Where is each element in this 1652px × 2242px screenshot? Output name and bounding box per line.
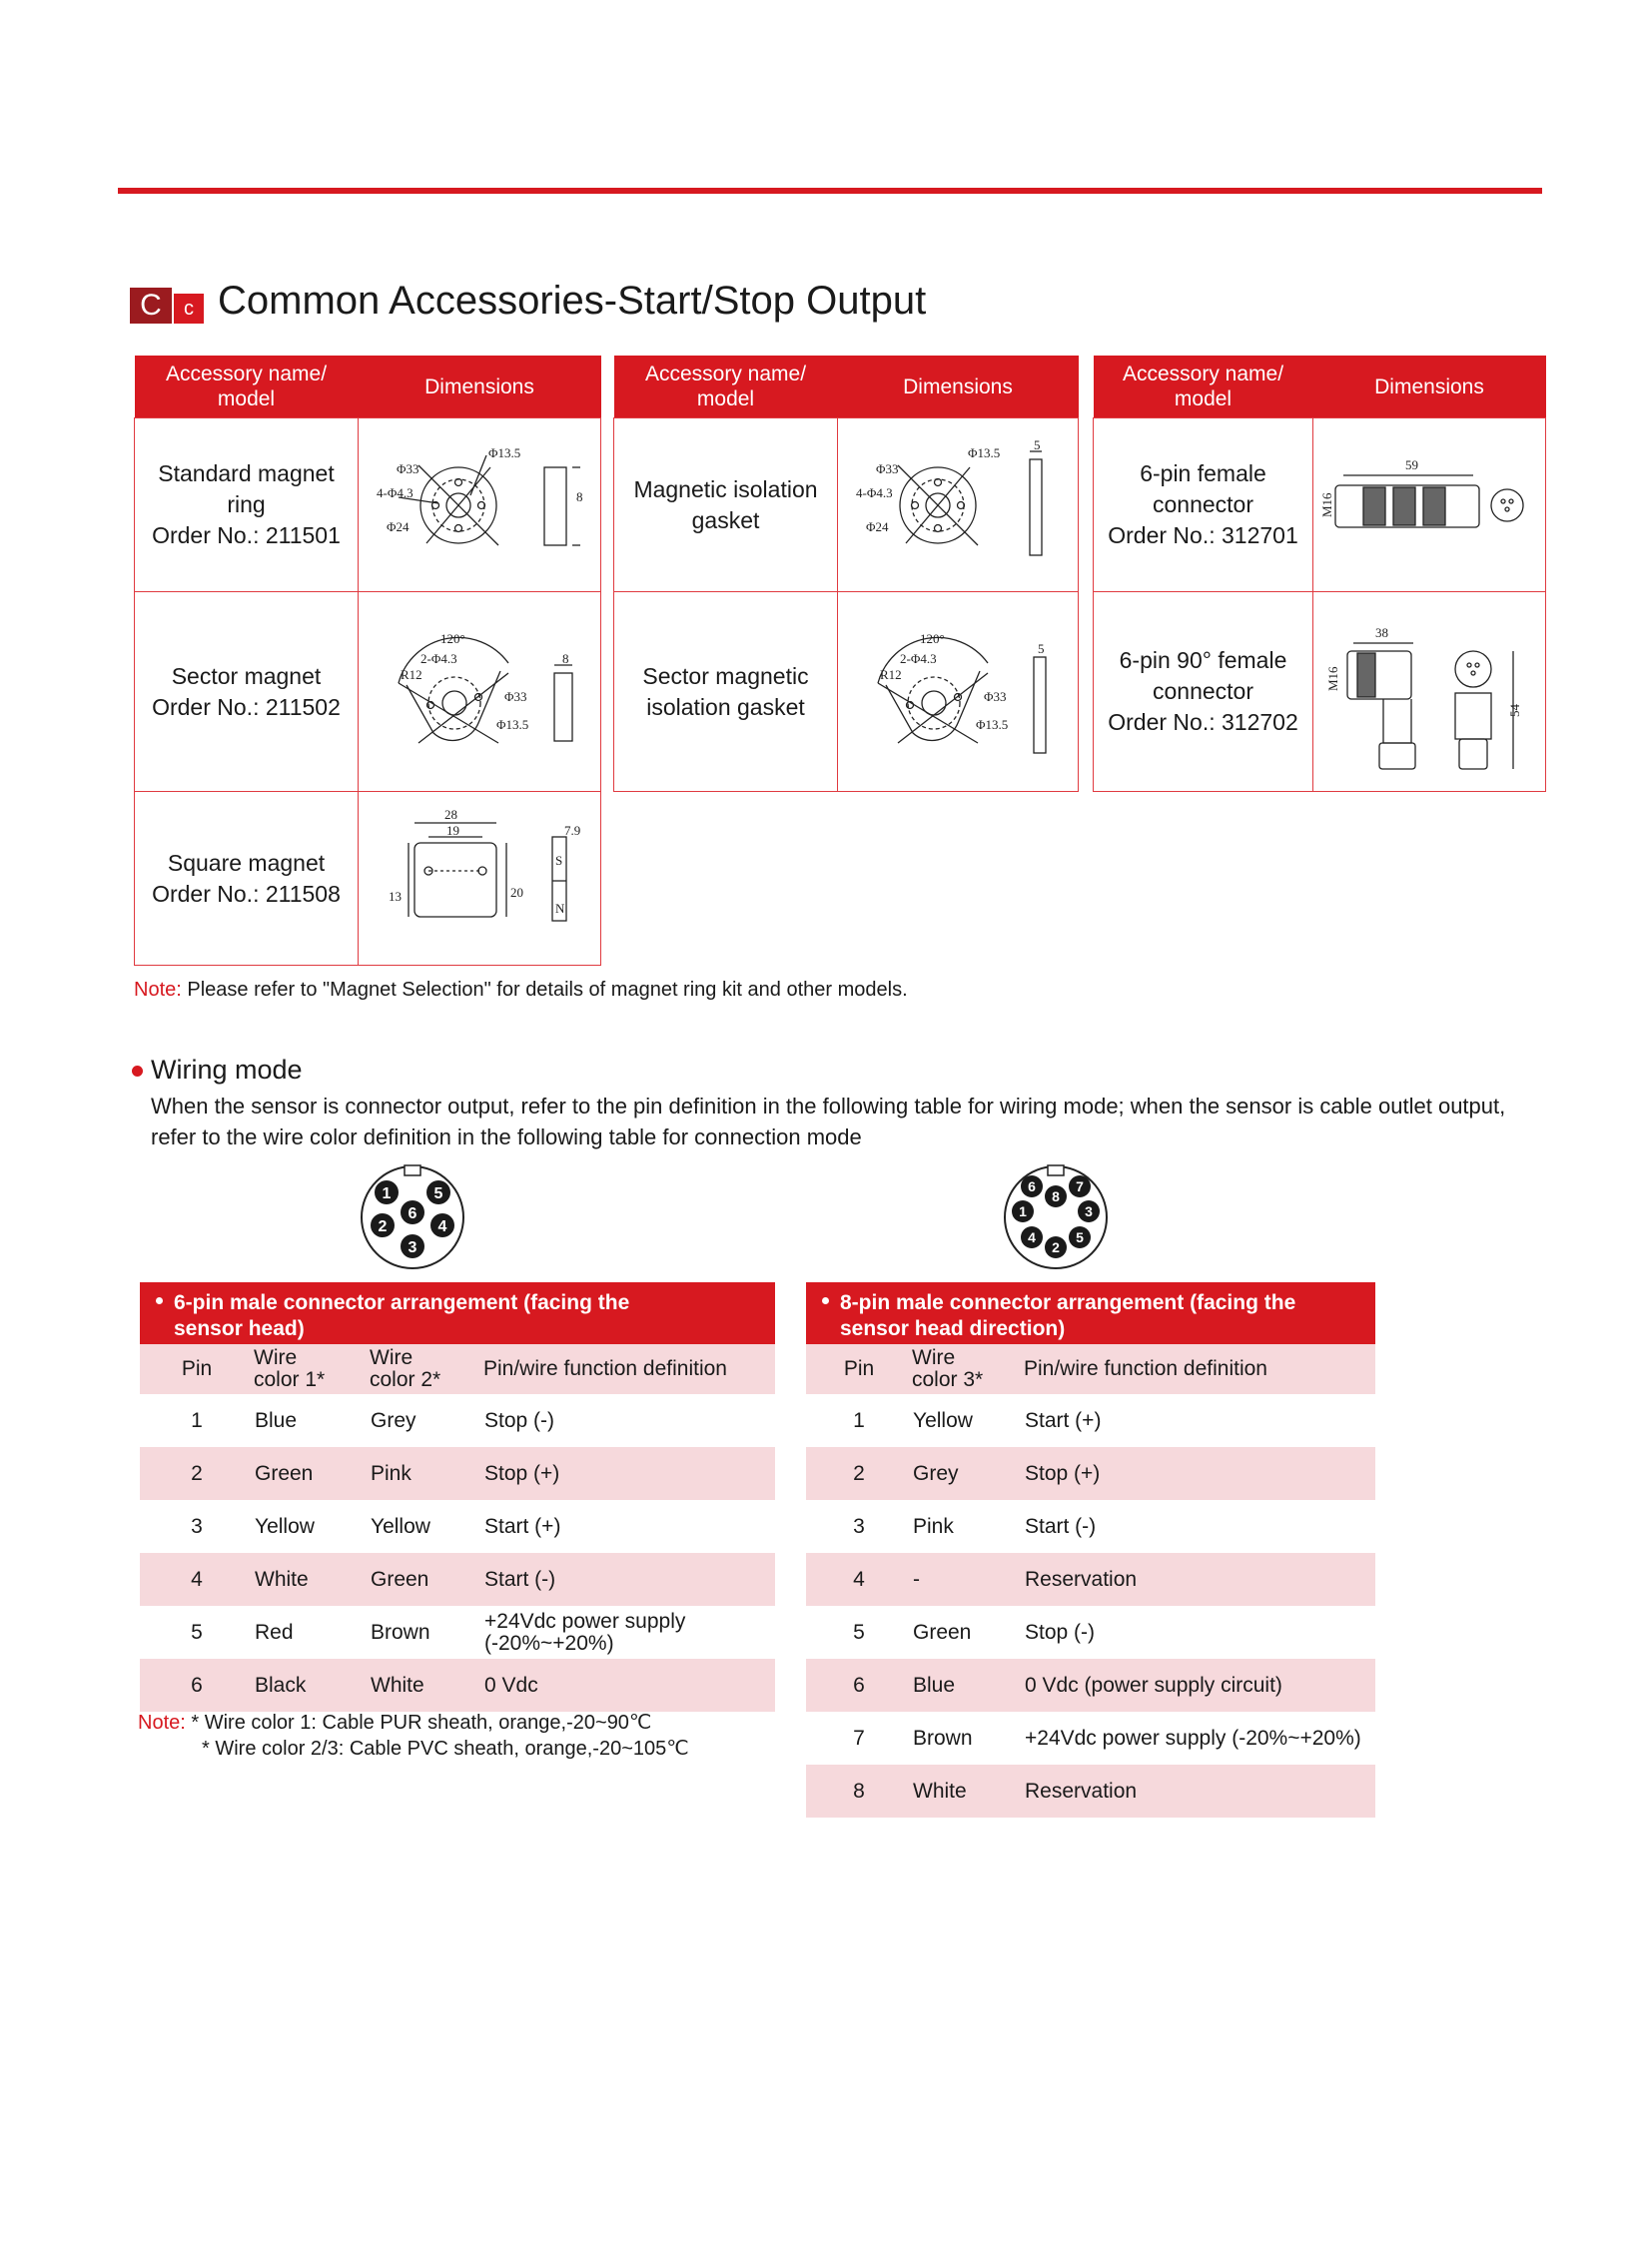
dimension-drawing [838, 418, 1079, 592]
color-cell: Grey [371, 1408, 416, 1432]
table-caption: 6-pin male connector arrangement (facing the sensor head) [140, 1282, 775, 1344]
col-header-wire-color-3: Wire color 3* [912, 1344, 1024, 1394]
color-cell: - [912, 1553, 1024, 1606]
header-name: Accessory name/ model [614, 356, 838, 418]
pin-number: 4 [1028, 1229, 1036, 1245]
pin-number: 6 [408, 1205, 417, 1222]
table-row [806, 1394, 1375, 1447]
color-cell: White [254, 1553, 370, 1606]
dim-label: 28 [444, 806, 457, 822]
connector-straight-drawing [1313, 419, 1545, 591]
color-cell: Yellow [913, 1408, 973, 1432]
col-header-definition: Pin/wire function definition [1024, 1344, 1375, 1394]
dim-label: 5 [1038, 640, 1045, 656]
pin-number: 5 [433, 1185, 443, 1202]
color-cell: Grey [912, 1447, 1024, 1500]
accessory-table-3 [1093, 356, 1546, 792]
definition-cell: Stop (-) [1025, 1620, 1096, 1644]
pin-number: 3 [408, 1239, 417, 1256]
pin-number: 1 [382, 1185, 392, 1202]
dim-label: Φ33 [876, 460, 899, 476]
sector-drawing [359, 593, 599, 791]
bullet-icon [132, 1066, 143, 1077]
dim-label: 54 [1507, 703, 1522, 717]
dim-label: Φ13.5 [488, 444, 521, 460]
color-cell: Blue [255, 1408, 298, 1432]
pin-number: 1 [1019, 1203, 1027, 1219]
eight-pin-connector-face [1003, 1164, 1109, 1270]
wiring-heading: Wiring mode [132, 1055, 303, 1086]
definition-cell: 0 Vdc [483, 1659, 775, 1712]
table-row [614, 418, 1079, 592]
pin-cell: 1 [191, 1408, 203, 1432]
table-row [614, 592, 1079, 792]
accessory-name: Magnetic isolation gasket [614, 418, 838, 592]
dim-label: Φ13.5 [496, 716, 529, 732]
table-row [140, 1659, 775, 1712]
dim-label: 19 [446, 822, 459, 838]
dim-label: 120° [920, 630, 945, 646]
dim-label: 5 [1034, 436, 1041, 452]
pin-number: 2 [1052, 1239, 1060, 1255]
pin-cell: 3 [853, 1514, 865, 1538]
table-row [806, 1500, 1375, 1553]
bullet-icon [822, 1297, 829, 1304]
table-row [1094, 418, 1546, 592]
definition-cell: +24Vdc power supply (-20%~+20%) [484, 1609, 686, 1655]
dim-label: Φ33 [984, 688, 1007, 704]
definition-cell: Start (+) [484, 1514, 561, 1538]
color-cell: Pink [913, 1514, 954, 1538]
accessory-name: Sector magnetic isolation gasket [614, 592, 838, 792]
dim-label: 8 [562, 650, 569, 666]
color-cell: Blue [912, 1659, 1024, 1712]
color-cell: Brown [371, 1620, 430, 1644]
color-cell: White [370, 1659, 483, 1712]
table-row [806, 1553, 1375, 1606]
definition-cell: 0 Vdc (power supply circuit) [1024, 1659, 1375, 1712]
pin-cell: 6 [806, 1659, 912, 1712]
dim-label: M16 [1325, 665, 1340, 691]
note-wire-color: Note: * Wire color 1: Cable PUR sheath, orange,-20~90℃ * Wire color 2/3: Cable PVC sheath, orange,-20~105℃ [138, 1712, 689, 1760]
dimension-drawing [1313, 592, 1546, 792]
dim-label: Φ13.5 [968, 444, 1001, 460]
col-header-pin: Pin [806, 1344, 912, 1394]
definition-cell: Stop (-) [484, 1408, 555, 1432]
color-cell: Yellow [255, 1514, 315, 1538]
dimension-drawing [359, 792, 601, 966]
color-cell: Pink [370, 1447, 483, 1500]
table-row [140, 1394, 775, 1447]
section-logo [130, 288, 204, 324]
color-cell: Brown [913, 1726, 973, 1750]
dim-label: Φ13.5 [976, 716, 1009, 732]
pin-number: 3 [1085, 1203, 1093, 1219]
pin-number: 4 [437, 1218, 447, 1235]
definition-cell: Reservation [1024, 1765, 1375, 1818]
dim-label: 4-Φ4.3 [377, 484, 413, 500]
pin-cell: 2 [140, 1447, 254, 1500]
dim-label: N [555, 900, 565, 916]
table-row [806, 1712, 1375, 1765]
definition-cell: Start (-) [1025, 1514, 1097, 1538]
pin-number: 2 [378, 1218, 388, 1235]
col-header-wire-color-1: Wire color 1* [254, 1344, 370, 1394]
table-row [135, 592, 601, 792]
dimension-drawing [838, 592, 1079, 792]
connector-angle-drawing [1313, 593, 1545, 791]
dim-label: R12 [880, 666, 902, 682]
header-name: Accessory name/ model [1094, 356, 1313, 418]
table-row [140, 1447, 775, 1500]
dim-label: 20 [510, 884, 523, 900]
header-dimensions: Dimensions [359, 356, 601, 418]
table-row [806, 1659, 1375, 1712]
dim-label: Φ24 [866, 518, 889, 534]
pin-number: 8 [1052, 1188, 1060, 1204]
dim-label: Φ33 [504, 688, 527, 704]
definition-cell: Reservation [1024, 1553, 1375, 1606]
color-cell: Yellow [371, 1514, 430, 1538]
pin-cell: 6 [140, 1659, 254, 1712]
dimension-drawing [1313, 418, 1546, 592]
header-dimensions: Dimensions [1313, 356, 1546, 418]
table-row [135, 792, 601, 966]
table-row [135, 418, 601, 592]
pin-cell: 3 [191, 1514, 203, 1538]
bullet-icon [156, 1297, 163, 1304]
header-dimensions: Dimensions [838, 356, 1079, 418]
dimension-drawing [359, 592, 601, 792]
pin-cell: 4 [140, 1553, 254, 1606]
dim-label: S [555, 852, 563, 868]
table-row [806, 1447, 1375, 1500]
dimension-drawing [359, 418, 601, 592]
col-header-pin: Pin [140, 1344, 254, 1394]
definition-cell: Stop (+) [1024, 1447, 1375, 1500]
accessory-name: Standard magnet ring Order No.: 211501 [135, 418, 359, 592]
eight-pin-table [806, 1282, 1375, 1818]
logo-letter-small: c [174, 294, 204, 324]
color-cell: Green [913, 1620, 972, 1644]
table-row [140, 1606, 775, 1659]
table-row [140, 1500, 775, 1553]
dim-label: 59 [1405, 456, 1418, 472]
dim-label: Φ24 [387, 518, 410, 534]
pin-cell: 1 [853, 1408, 865, 1432]
pin-cell: 5 [191, 1620, 203, 1644]
dim-label: 2-Φ4.3 [420, 650, 457, 666]
pin-number: 5 [1076, 1229, 1084, 1245]
table-row [806, 1606, 1375, 1659]
dim-label: 38 [1375, 624, 1388, 640]
pin-cell: 8 [806, 1765, 912, 1818]
color-cell: White [912, 1765, 1024, 1818]
pin-cell: 4 [806, 1553, 912, 1606]
dim-label: 13 [389, 888, 402, 904]
dim-label: 7.9 [564, 822, 581, 838]
table-row [1094, 592, 1546, 792]
dim-label: 8 [576, 488, 583, 504]
dim-label: Φ33 [397, 460, 419, 476]
ring-drawing [359, 419, 599, 591]
accessory-name: 6-pin female connector Order No.: 312701 [1094, 418, 1313, 592]
color-cell: Green [370, 1553, 483, 1606]
accessory-name: Sector magnet Order No.: 211502 [135, 592, 359, 792]
pin-cell: 7 [853, 1726, 865, 1750]
dim-label: M16 [1319, 491, 1334, 517]
pin-number: 7 [1076, 1178, 1084, 1194]
sector-gasket-drawing [838, 593, 1078, 791]
pin-cell: 2 [806, 1447, 912, 1500]
dim-label: 4-Φ4.3 [856, 484, 893, 500]
accessory-name: Square magnet Order No.: 211508 [135, 792, 359, 966]
table-row [806, 1765, 1375, 1818]
note-magnet-selection: Note: Please refer to "Magnet Selection" for details of magnet ring kit and other models. [134, 979, 908, 1001]
header-name: Accessory name/ model [135, 356, 359, 418]
gasket-drawing [838, 419, 1078, 591]
table-row [140, 1553, 775, 1606]
pin-cell: 5 [853, 1620, 865, 1644]
col-header-definition: Pin/wire function definition [483, 1344, 775, 1394]
color-cell: Red [255, 1620, 294, 1644]
six-pin-table [140, 1282, 775, 1712]
accessory-table-2 [613, 356, 1079, 792]
definition-cell: Stop (+) [483, 1447, 775, 1500]
logo-letter-big: C [130, 288, 172, 324]
six-pin-connector-face [360, 1164, 465, 1270]
square-drawing [359, 793, 599, 965]
wiring-description: When the sensor is connector output, refer to the pin definition in the following table for wiring mode; when the sensor is cable outlet output, refer to the wire color definition in the following table for connection mode [151, 1094, 1506, 1149]
definition-cell: Start (+) [1025, 1408, 1102, 1432]
dim-label: 2-Φ4.3 [900, 650, 937, 666]
accessory-name: 6-pin 90° female connector Order No.: 312702 [1094, 592, 1313, 792]
table-caption: 8-pin male connector arrangement (facing the sensor head direction) [806, 1282, 1375, 1344]
color-cell: Green [254, 1447, 370, 1500]
page-title: Common Accessories-Start/Stop Output [218, 279, 927, 323]
accessory-table-1 [134, 356, 601, 966]
top-rule [118, 188, 1542, 194]
pin-number: 6 [1028, 1178, 1036, 1194]
dim-label: 120° [440, 630, 465, 646]
definition-cell: Start (-) [483, 1553, 775, 1606]
definition-cell: +24Vdc power supply (-20%~+20%) [1025, 1726, 1361, 1750]
dim-label: R12 [401, 666, 422, 682]
color-cell: Black [254, 1659, 370, 1712]
col-header-wire-color-2: Wire color 2* [370, 1344, 483, 1394]
